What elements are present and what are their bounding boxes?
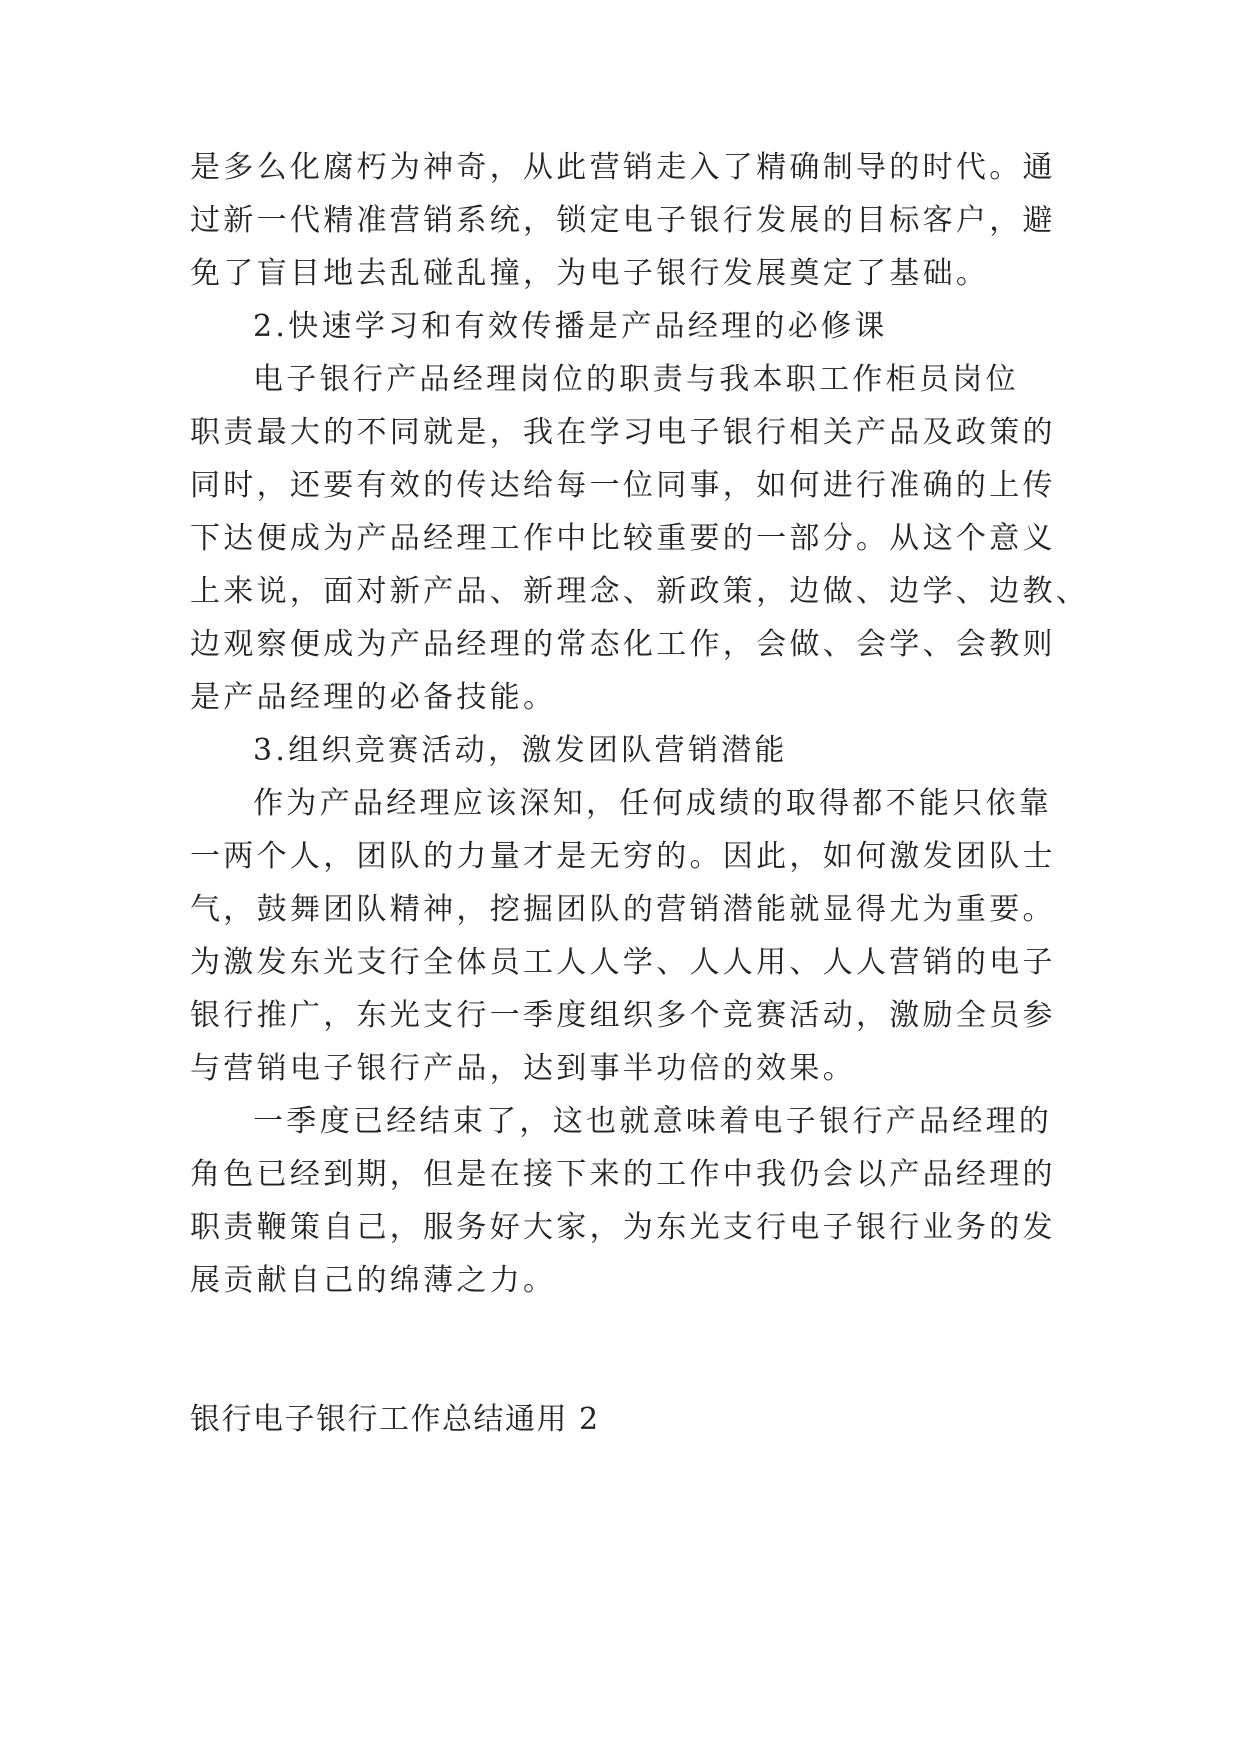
paragraph-line: 边观察便成为产品经理的常态化工作，会做、会学、会教则	[190, 627, 1056, 662]
paragraph-line: 角色已经到期，但是在接下来的工作中我仍会以产品经理的	[190, 1157, 1056, 1192]
paragraph-line: 上来说，面对新产品、新理念、新政策，边做、边学、边教、	[190, 574, 1090, 609]
paragraph-line: 与营销电子银行产品，达到事半功倍的效果。	[190, 1051, 856, 1086]
paragraph-line: 下达便成为产品经理工作中比较重要的一部分。从这个意义	[190, 521, 1056, 556]
paragraph-line: 作为产品经理应该深知，任何成绩的取得都不能只依靠	[253, 786, 1053, 821]
paragraph-line: 气，鼓舞团队精神，挖掘团队的营销潜能就显得尤为重要。	[190, 892, 1056, 927]
paragraph-line: 是多么化腐朽为神奇，从此营销走入了精确制导的时代。通	[190, 150, 1056, 185]
paragraph-line: 为激发东光支行全体员工人人学、人人用、人人营销的电子	[190, 945, 1056, 980]
paragraph-line: 一季度已经结束了，这也就意味着电子银行产品经理的	[253, 1104, 1053, 1139]
paragraph-line: 一两个人，团队的力量才是无穷的。因此，如何激发团队士	[190, 839, 1056, 874]
paragraph-line: 银行推广，东光支行一季度组织多个竞赛活动，激励全员参	[190, 998, 1056, 1033]
paragraph-line: 同时，还要有效的传达给每一位同事，如何进行准确的上传	[190, 468, 1056, 503]
paragraph-line: 是产品经理的必备技能。	[190, 680, 557, 715]
paragraph-line: 职责鞭策自己，服务好大家，为东光支行电子银行业务的发	[190, 1210, 1056, 1245]
document-title: 银行电子银行工作总结通用 2	[190, 1402, 600, 1437]
paragraph-line: 免了盲目地去乱碰乱撞，为电子银行发展奠定了基础。	[190, 256, 990, 291]
paragraph-line: 过新一代精准营销系统，锁定电子银行发展的目标客户，避	[190, 203, 1056, 238]
section-heading: 2.快速学习和有效传播是产品经理的必修课	[253, 309, 888, 344]
paragraph-line: 展贡献自己的绵薄之力。	[190, 1263, 557, 1298]
section-heading: 3.组织竞赛活动，激发团队营销潜能	[253, 733, 788, 768]
paragraph-line: 职责最大的不同就是，我在学习电子银行相关产品及政策的	[190, 415, 1056, 450]
paragraph-line: 电子银行产品经理岗位的职责与我本职工作柜员岗位	[253, 362, 1019, 397]
